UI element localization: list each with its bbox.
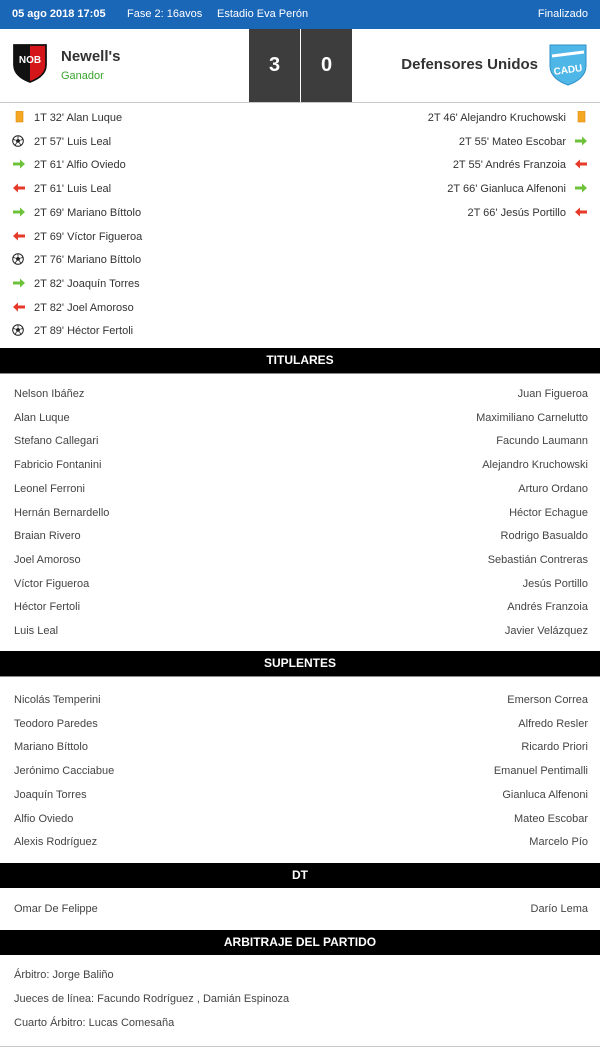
event-row [12,157,262,173]
player-name[interactable]: Nelson Ibáñez [14,388,85,400]
home-coach[interactable]: Omar De Felippe [14,903,98,915]
match-info-bar [0,0,600,29]
player-name[interactable]: Alfredo Resler [518,717,588,730]
yellow-card-icon [12,111,26,123]
player-name[interactable]: Fabricio Fontanini [14,459,102,472]
subs-header: SUPLENTES [0,651,600,676]
event-text: 1T 32' Alan Luque [34,112,123,124]
event-text: 2T 82' Joel Amoroso [34,301,134,314]
event-text: 2T 66' Gianluca Alfenoni [447,183,566,196]
newells-crest-icon[interactable] [12,43,48,83]
event-row [12,300,262,316]
event-text: 2T 61' Alfio Oviedo [34,159,126,172]
player-name[interactable]: Jerónimo Cacciabue [14,765,115,778]
event-text: 2T 61' Luis Leal [34,183,112,196]
starters-header: TITULARES [0,348,600,373]
newells-crest-text: NOB [18,55,42,66]
player-name[interactable]: Alejandro Kruchowski [482,459,588,472]
goal-ball-icon [12,135,26,147]
event-row [288,110,588,126]
event-row [12,134,262,150]
referee-line: Cuarto Árbitro: Lucas Comesaña [14,1017,175,1029]
sub-in-arrow-icon [574,182,588,194]
defensores-crest-text: CADU [552,63,584,78]
starters-divider [0,373,600,374]
event-row [288,134,588,150]
player-name[interactable]: Braian Rivero [14,530,81,543]
player-name[interactable]: Jesús Portillo [522,577,588,590]
away-score: 0 [301,29,352,102]
player-name[interactable]: Arturo Ordano [518,482,588,495]
player-name[interactable]: Gianluca Alfenoni [502,788,588,801]
player-name[interactable]: Alexis Rodríguez [14,836,98,849]
event-text: 2T 76' Mariano Bíttolo [34,254,142,267]
event-text: 2T 69' Víctor Figueroa [34,230,143,243]
sub-out-arrow-icon [574,206,588,218]
player-name[interactable]: Emerson Correa [507,694,588,706]
sub-in-arrow-icon [12,206,26,218]
home-score: 3 [249,29,300,102]
event-row [12,205,262,221]
player-name[interactable]: Héctor Echague [509,506,588,519]
event-text: 2T 82' Joaquín Torres [34,277,140,290]
player-name[interactable]: Alan Luque [14,411,70,424]
match-status: Finalizado [537,8,588,20]
match-date: 05 ago 2018 17:05 [12,8,106,20]
sub-in-arrow-icon [12,158,26,170]
event-row [288,205,588,221]
event-row [12,110,262,126]
referees-header: ARBITRAJE DEL PARTIDO [0,930,600,955]
referee-line: Jueces de línea: Facundo Rodríguez , Damián Espinoza [14,993,290,1005]
player-name[interactable]: Teodoro Paredes [14,717,98,730]
goal-ball-icon [12,253,26,265]
event-row [12,229,262,245]
event-row [12,276,262,292]
player-name[interactable]: Facundo Laumann [496,435,588,448]
home-team-name[interactable]: Newell's [61,48,121,65]
player-name[interactable]: Leonel Ferroni [14,482,85,495]
player-name[interactable]: Héctor Fertoli [14,601,81,614]
event-row [288,157,588,173]
player-name[interactable]: Joaquín Torres [14,788,87,801]
away-coach[interactable]: Darío Lema [530,903,588,915]
subs-divider [0,676,600,677]
player-name[interactable]: Sebastián Contreras [487,553,588,566]
event-text: 2T 57' Luis Leal [34,135,112,148]
event-row [12,323,262,339]
player-name[interactable]: Marcelo Pío [529,836,588,849]
sub-in-arrow-icon [574,135,588,147]
player-name[interactable]: Juan Figueroa [517,388,588,400]
match-phase: Fase 2: 16avos [127,8,203,20]
player-name[interactable]: Mateo Escobar [514,812,588,825]
player-name[interactable]: Ricardo Priori [521,741,588,754]
player-name[interactable]: Emanuel Pentimalli [493,765,588,778]
event-text: 2T 55' Andrés Franzoia [452,159,566,172]
player-name[interactable]: Alfio Oviedo [14,812,74,825]
player-name[interactable]: Rodrigo Basualdo [500,530,588,543]
sub-out-arrow-icon [12,230,26,242]
referee-line: Árbitro: Jorge Baliño [14,969,114,981]
event-text: 2T 66' Jesús Portillo [467,206,566,219]
home-team-result: Ganador [61,70,104,82]
scoreboard-divider [0,102,600,103]
player-name[interactable]: Mariano Bíttolo [14,741,88,754]
player-name[interactable]: Joel Amoroso [14,553,81,566]
player-name[interactable]: Stefano Callegari [14,435,99,448]
event-text: 2T 89' Héctor Fertoli [34,325,134,338]
sub-out-arrow-icon [12,182,26,194]
event-row [288,181,588,197]
yellow-card-icon [574,111,588,123]
match-stadium: Estadio Eva Perón [217,8,309,20]
player-name[interactable]: Víctor Figueroa [14,577,90,590]
event-text: 2T 55' Mateo Escobar [458,135,566,148]
player-name[interactable]: Hernán Bernardello [14,506,110,519]
event-row [12,252,262,268]
sub-in-arrow-icon [12,277,26,289]
bottom-divider [0,1046,600,1047]
player-name[interactable]: Javier Velázquez [504,625,588,637]
sub-out-arrow-icon [574,158,588,170]
event-text: 2T 69' Mariano Bíttolo [34,206,142,219]
player-name[interactable]: Luis Leal [14,625,59,637]
player-name[interactable]: Maximiliano Carnelutto [476,411,588,424]
coach-header: DT [0,863,600,888]
player-name[interactable]: Nicolás Temperini [14,694,101,706]
goal-ball-icon [12,324,26,336]
event-row [12,181,262,197]
defensores-unidos-crest-icon[interactable] [546,42,590,86]
sub-out-arrow-icon [12,301,26,313]
away-team-name[interactable]: Defensores Unidos [401,56,538,73]
event-text: 2T 46' Alejandro Kruchowski [427,112,566,124]
player-name[interactable]: Andrés Franzoia [507,601,588,614]
